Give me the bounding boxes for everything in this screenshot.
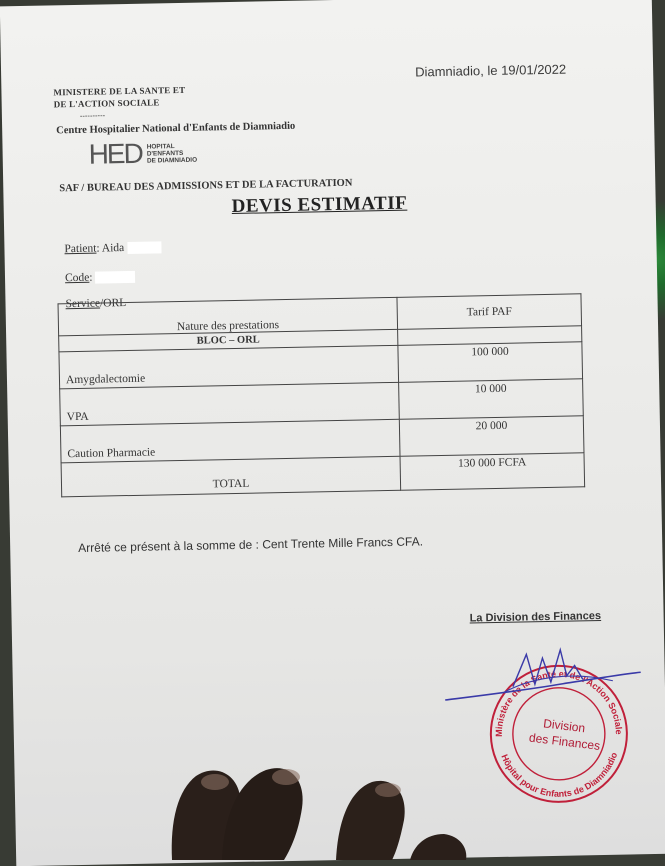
prestations-table bbox=[58, 293, 586, 497]
row-amount: 20 000 bbox=[399, 416, 584, 457]
bureau-heading: SAF / BUREAU DES ADMISSIONS ET DE LA FACTURATION bbox=[59, 177, 353, 195]
stamp-ring-bottom: Hôpital pour Enfants de Diamniadio bbox=[499, 751, 620, 799]
hospital-logo bbox=[88, 137, 197, 171]
row-amount: 100 000 bbox=[398, 342, 583, 383]
service-label: Service bbox=[65, 297, 101, 311]
stamp-center-line-2: des Finances bbox=[528, 730, 601, 753]
redaction-box bbox=[127, 242, 161, 255]
total-label: TOTAL bbox=[61, 456, 401, 497]
code-value: : bbox=[89, 271, 93, 284]
hospital-name: Centre Hospitalier National d'Enfants de Diamniadio bbox=[56, 120, 296, 137]
column-header-tarif: Tarif PAF bbox=[397, 294, 582, 330]
code-label: Code bbox=[64, 271, 90, 285]
code-field bbox=[65, 271, 136, 285]
logo-mark-icon: HED bbox=[88, 137, 143, 170]
document-date: Diamniadio, le 19/01/2022 bbox=[414, 61, 567, 80]
finance-division-label: La Division des Finances bbox=[469, 609, 602, 625]
amount-in-words: Arrêté ce présent à la somme de : Cent Trente Mille Francs CFA. bbox=[78, 534, 424, 556]
stamp-center-line-1: Division bbox=[542, 716, 586, 736]
document-title: DEVIS ESTIMATIF bbox=[231, 192, 408, 217]
ministry-line-2: DE L'ACTION SOCIALE bbox=[53, 97, 160, 110]
logo-text-line-1: HOPITAL bbox=[146, 142, 175, 151]
row-amount: 10 000 bbox=[399, 379, 584, 420]
svg-text:Hôpital pour Enfants de Diamni bbox=[499, 750, 620, 800]
service-value: /ORL bbox=[99, 297, 127, 310]
logo-text-line-2: D'ENFANTS bbox=[146, 149, 184, 158]
section-label: BLOC – ORL bbox=[59, 329, 398, 352]
row-label: Caution Pharmacie bbox=[60, 419, 400, 463]
row-label: VPA bbox=[60, 382, 400, 426]
logo-text-line-3: DE DIAMNIADIO bbox=[146, 156, 198, 165]
total-amount: 130 000 FCFA bbox=[400, 453, 585, 491]
column-header-nature: Nature des prestations bbox=[58, 297, 398, 336]
row-label: Amygdalectomie bbox=[59, 345, 399, 389]
patient-label: Patient bbox=[64, 242, 97, 256]
ministry-dots: ---------- bbox=[79, 111, 106, 120]
patient-field bbox=[64, 241, 161, 255]
stamp-ring-top: Ministère de la Santé et de l'Action Sociale bbox=[493, 668, 624, 737]
signature-icon bbox=[442, 644, 643, 718]
patient-value: : Aida bbox=[96, 242, 125, 255]
ministry-line-1: MINISTERE DE LA SANTE ET bbox=[53, 84, 186, 98]
redaction-box bbox=[95, 271, 135, 284]
